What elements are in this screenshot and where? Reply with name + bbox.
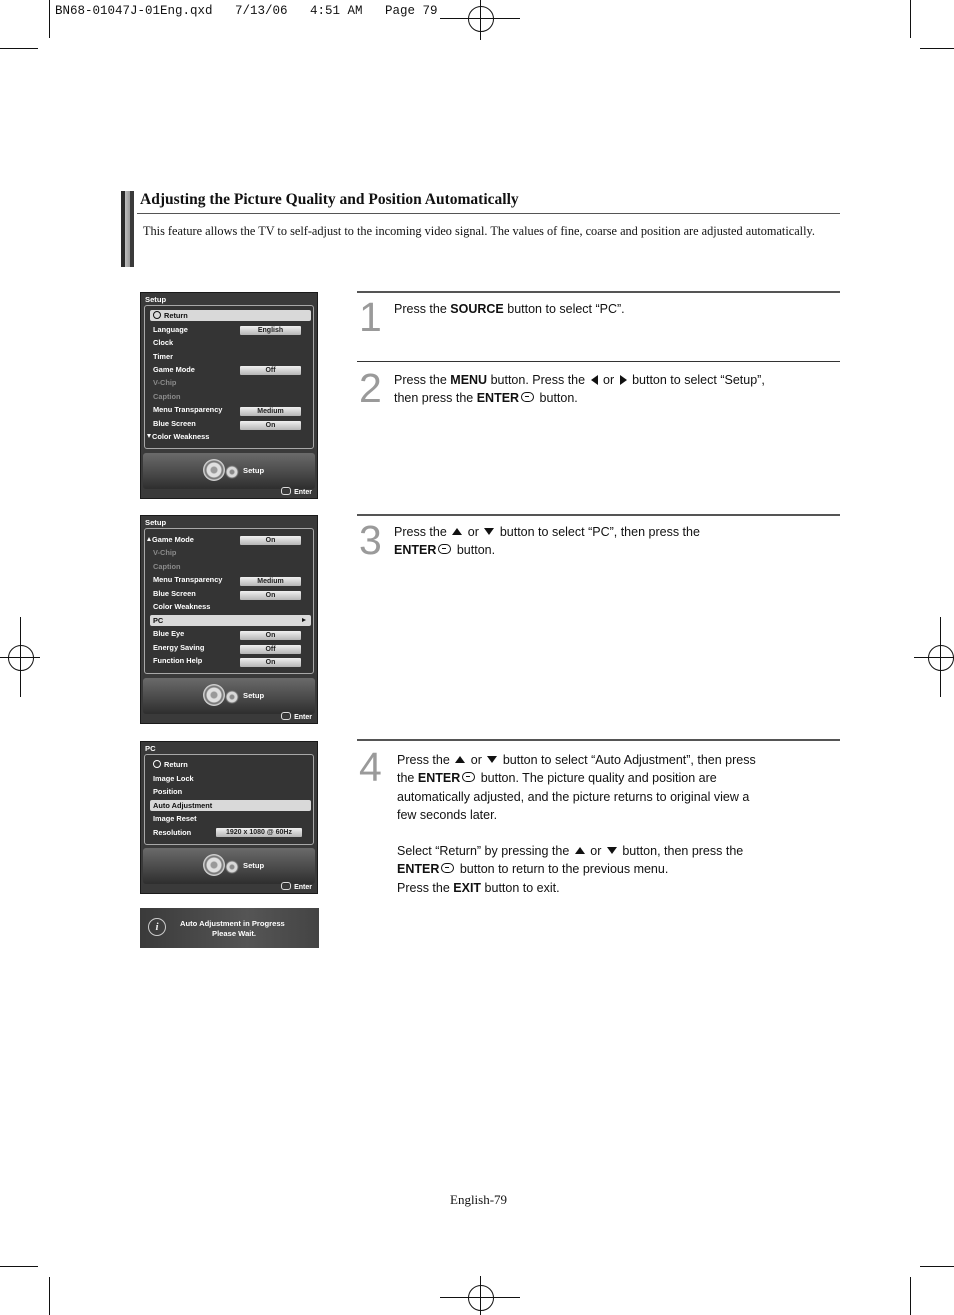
osd-item-return[interactable]: Return	[150, 310, 311, 321]
osd-enter-hint: Enter	[281, 712, 312, 721]
osd-item-blue-screen[interactable]: Blue Screen	[153, 419, 196, 428]
osd-item-language[interactable]: Language	[153, 325, 188, 334]
osd-item-vchip: V-Chip	[153, 378, 177, 387]
down-arrow-icon	[487, 756, 497, 763]
osd-item-resolution: Resolution	[153, 828, 192, 837]
enter-icon	[462, 772, 475, 782]
osd-menu-list	[144, 305, 314, 449]
step-3-rule	[357, 514, 840, 516]
step-1-text: Press the SOURCE button to select “PC”.	[394, 302, 625, 316]
osd-enter-hint: Enter	[281, 882, 312, 891]
osd-item-return[interactable]: Return	[153, 759, 188, 770]
osd-value-menu-transparency: Medium	[240, 577, 301, 586]
step-4-text: Press the or button to select “Auto Adjustment”, then press the ENTER button. The picture quality and position are automatically adjusted, and the picture returns to original view a few seconds later. Select “Return” by pressing the or button, then press the ENTER button to return to the previous menu. Press the EXIT button to exit.	[397, 753, 756, 895]
enter-icon	[438, 544, 451, 554]
osd-setup-screen-2	[140, 515, 318, 724]
osd-enter-hint: Enter	[281, 487, 312, 496]
osd-item-energy-saving[interactable]: Energy Saving	[153, 643, 205, 652]
osd-value-language: English	[240, 326, 301, 335]
osd-item-color-weakness[interactable]: Color Weakness	[153, 602, 211, 611]
osd-value-energy-saving: Off	[240, 645, 301, 654]
progress-line-2: Please Wait.	[212, 929, 257, 938]
osd-setup-screen-1	[140, 292, 318, 499]
info-icon: i	[148, 918, 166, 936]
progress-line-1: Auto Adjustment in Progress	[180, 919, 285, 928]
up-arrow-icon	[452, 528, 462, 535]
step-number-1: 1	[359, 294, 382, 340]
osd-menu-list	[144, 754, 314, 845]
osd-item-game-mode[interactable]: Game Mode	[153, 365, 195, 374]
osd-item-blue-screen[interactable]: Blue Screen	[153, 589, 196, 598]
osd-item-menu-transparency[interactable]: Menu Transparency	[153, 575, 223, 584]
osd-item-clock[interactable]: Clock	[153, 338, 174, 347]
up-arrow-icon	[575, 847, 585, 854]
section-intro: This feature allows the TV to self-adjust to the incoming video signal. The values of fine, coarse and position are adjusted automatically.	[143, 224, 815, 238]
osd-value-blue-screen: On	[240, 591, 301, 600]
osd-item-caption: Caption	[153, 392, 181, 401]
osd-item-color-weakness[interactable]: Color Weakness	[147, 431, 209, 442]
auto-adjust-progress-message	[140, 908, 319, 948]
up-arrow-icon	[455, 756, 465, 763]
osd-item-image-reset[interactable]: Image Reset	[153, 814, 197, 823]
enter-icon	[521, 392, 534, 402]
osd-item-vchip: V-Chip	[153, 548, 177, 557]
osd-item-pc[interactable]: PC	[150, 615, 311, 626]
osd-setup-band	[143, 848, 315, 884]
osd-value-blue-screen: On	[240, 421, 301, 430]
enter-icon	[441, 863, 454, 873]
osd-title: Setup	[145, 518, 167, 527]
gear-icon	[203, 854, 225, 876]
step-number-3: 3	[359, 517, 382, 563]
osd-setup-band	[143, 678, 315, 714]
section-sidebar-bar	[121, 191, 134, 267]
osd-menu-list	[144, 528, 314, 674]
osd-band-label: Setup	[243, 691, 265, 700]
osd-item-menu-transparency[interactable]: Menu Transparency	[153, 405, 223, 414]
enter-icon	[281, 712, 291, 720]
osd-item-caption: Caption	[153, 562, 181, 571]
osd-value-resolution: 1920 x 1080 @ 60Hz	[216, 828, 302, 837]
gear-icon	[203, 459, 225, 481]
osd-item-image-lock[interactable]: Image Lock	[153, 774, 194, 783]
enter-icon	[281, 487, 291, 495]
step-number-4: 4	[359, 744, 382, 790]
left-arrow-icon	[591, 375, 598, 385]
osd-item-blue-eye[interactable]: Blue Eye	[153, 629, 185, 638]
step-4-rule	[357, 739, 840, 741]
osd-setup-band	[143, 453, 315, 489]
step-number-2: 2	[359, 365, 382, 411]
print-slug: BN68-01047J-01Eng.qxd 7/13/06 4:51 AM Page 79	[55, 4, 438, 18]
osd-item-game-mode[interactable]: Game Mode	[147, 534, 194, 545]
return-icon	[153, 311, 161, 319]
page-number: English-79	[450, 1192, 508, 1207]
osd-title: PC	[145, 744, 156, 753]
osd-value-function-help: On	[240, 658, 301, 667]
submenu-arrow-icon	[302, 618, 306, 622]
osd-title: Setup	[145, 295, 167, 304]
gear-small-icon	[225, 860, 239, 874]
osd-value-menu-transparency: Medium	[240, 407, 301, 416]
step-2-text: Press the MENU button. Press the or button to select “Setup”, then press the ENTER button.	[394, 373, 765, 406]
osd-pc-screen	[140, 741, 318, 894]
section-title: Adjusting the Picture Quality and Position Automatically	[140, 191, 519, 208]
scroll-up-icon	[147, 537, 151, 541]
gear-icon	[203, 684, 225, 706]
gear-small-icon	[225, 690, 239, 704]
osd-band-label: Setup	[243, 861, 265, 870]
right-arrow-icon	[620, 375, 627, 385]
step-3-text: Press the or button to select “PC”, then press the ENTER button.	[394, 525, 700, 558]
return-icon	[153, 760, 161, 768]
osd-item-auto-adjustment[interactable]: Auto Adjustment	[150, 800, 311, 811]
step-2-rule	[357, 361, 840, 362]
gear-small-icon	[225, 465, 239, 479]
step-1-rule	[357, 291, 840, 293]
title-divider	[137, 213, 840, 214]
osd-band-label: Setup	[243, 466, 265, 475]
scroll-down-icon	[147, 434, 151, 438]
osd-item-timer[interactable]: Timer	[153, 352, 173, 361]
osd-value-blue-eye: On	[240, 631, 301, 640]
down-arrow-icon	[484, 528, 494, 535]
enter-icon	[281, 882, 291, 890]
osd-item-position[interactable]: Position	[153, 787, 183, 796]
osd-item-function-help[interactable]: Function Help	[153, 656, 203, 665]
osd-value-game-mode: Off	[240, 366, 301, 375]
down-arrow-icon	[607, 847, 617, 854]
osd-value-game-mode: On	[240, 536, 301, 545]
